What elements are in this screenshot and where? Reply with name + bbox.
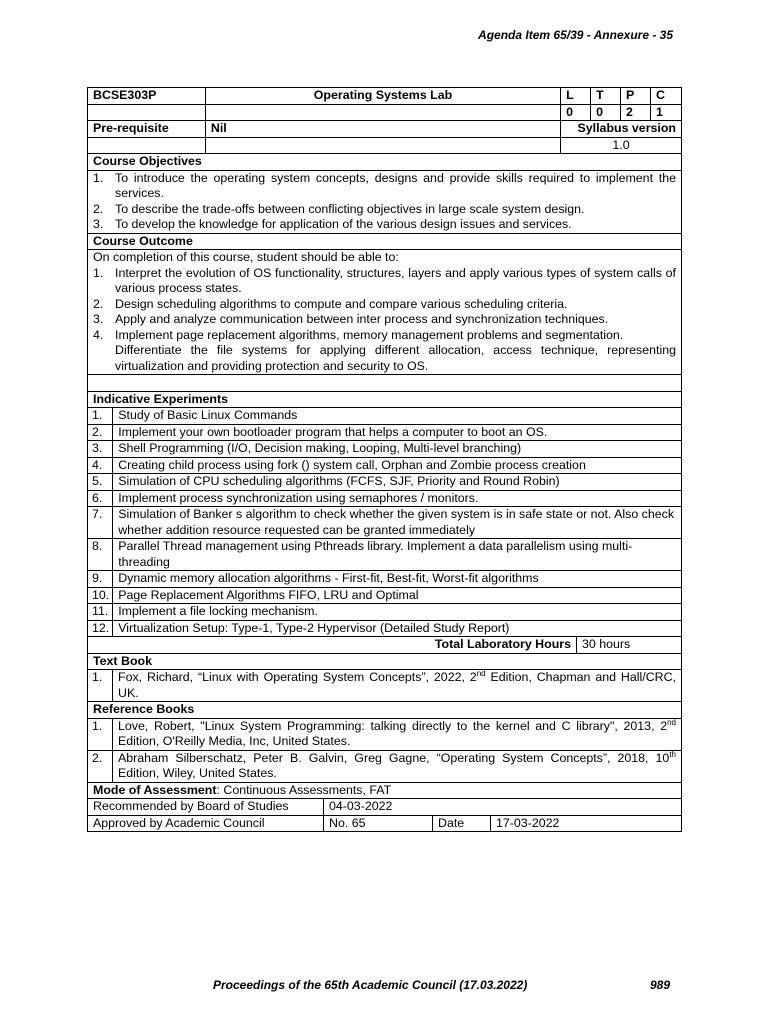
experiments-heading: Indicative Experiments xyxy=(88,391,682,408)
assessment-row xyxy=(88,782,682,799)
table-row: 4. Creating child process using fork () system call, Orphan and Zombie process creation xyxy=(88,457,682,474)
list-item: 3. To develop the knowledge for application of the various design issues and services. xyxy=(93,217,572,231)
ltpc-value-p: 2 xyxy=(621,104,651,121)
reference-entry: Abraham Silberschatz, Peter B. Galvin, Greg Gagne, “Operating System Concepts”, 2018, 10th Edition, Wiley, United States. xyxy=(113,750,682,782)
assessment-label: Mode of Assessment xyxy=(93,782,217,797)
ltpc-label-p: P xyxy=(621,88,651,105)
list-item: 2. To describe the trade-offs between conflicting objectives in large scale system design. xyxy=(93,201,585,216)
outcome-list xyxy=(88,250,682,375)
list-item: 1. To introduce the operating system concepts, designs and provide skills required to implement the services. xyxy=(93,170,676,200)
ltpc-value-l: 0 xyxy=(561,104,591,121)
page-number: 989 xyxy=(650,978,671,992)
approval-table xyxy=(87,798,682,832)
outcome-heading: Course Outcome xyxy=(88,233,682,250)
table-row xyxy=(88,799,682,816)
page-header: Agenda Item 65/39 - Annexure - 35 xyxy=(478,28,673,42)
list-item: 3. Apply and analyze communication between inter process and synchronization techniques. xyxy=(93,312,609,326)
textbook-heading: Text Book xyxy=(88,653,682,670)
syllabus-document xyxy=(87,87,682,832)
table-row: 11. Implement a file locking mechanism. xyxy=(88,604,682,621)
table-row: 1. Study of Basic Linux Commands xyxy=(88,408,682,425)
ltpc-label-c: C xyxy=(651,88,682,105)
prerequisite-value: Nil xyxy=(205,121,560,138)
outcome-intro: On completion of this course, student should be able to: xyxy=(93,250,399,264)
ltpc-value-t: 0 xyxy=(591,104,621,121)
outcome-extra: Differentiate the file systems for applying different allocation, access technique, representing virtualization and providing protection and security to OS. xyxy=(115,343,676,373)
experiments-table xyxy=(87,391,682,638)
bos-date: 04-03-2022 xyxy=(324,799,682,816)
table-row: 7. Simulation of Banker s algorithm to check whether the given system is in safe state or not. Also check whether addition resource requested can be granted immediately xyxy=(88,507,682,539)
list-item: 1. Interpret the evolution of OS functionality, structures, layers and apply various types of system calls of various process states. xyxy=(93,265,676,295)
assessment-value: : Continuous Assessments, FAT xyxy=(216,782,392,797)
ac-date-label: Date xyxy=(433,815,491,832)
list-item: 4. Implement page replacement algorithms, memory management problems and segmentation. xyxy=(93,327,624,342)
table-row: 2. Implement your own bootloader program that helps a computer to boot an OS. xyxy=(88,424,682,441)
ac-date: 17-03-2022 xyxy=(491,815,682,832)
total-hours-value: 30 hours xyxy=(577,637,682,654)
page-footer: Proceedings of the 65th Academic Council (17.03.2022) xyxy=(213,978,528,992)
syllabus-version-label: Syllabus version xyxy=(561,121,682,138)
textbook-entry: Fox, Richard, “Linux with Operating System Concepts”, 2022, 2nd Edition, Chapman and Hall/CRC, UK. xyxy=(113,670,682,702)
table-row: 1. Love, Robert, "Linux System Programming: talking directly to the kernel and C library", 2013, 2nd Edition, O'Reilly Media, Inc, United States. xyxy=(88,718,682,750)
table-row: 3. Shell Programming (I/O, Decision making, Looping, Multi-level branching) xyxy=(88,441,682,458)
syllabus-version-value: 1.0 xyxy=(561,137,682,154)
bos-label: Recommended by Board of Studies xyxy=(88,799,324,816)
reference-entry: Love, Robert, "Linux System Programming: talking directly to the kernel and C library", 2013, 2nd Edition, O'Reilly Media, Inc, United States. xyxy=(113,718,682,750)
table-row: 9. Dynamic memory allocation algorithms - First-fit, Best-fit, Worst-fit algorithms xyxy=(88,571,682,588)
table-row: 8. Parallel Thread management using Pthreads library. Implement a data parallelism using multi-threading xyxy=(88,539,682,571)
ltpc-value-c: 1 xyxy=(651,104,682,121)
table-row: 6. Implement process synchronization using semaphores / monitors. xyxy=(88,490,682,507)
list-item: 2. Design scheduling algorithms to compute and compare various scheduling criteria. xyxy=(93,296,568,311)
ltpc-label-l: L xyxy=(561,88,591,105)
ac-number: No. 65 xyxy=(324,815,433,832)
ac-label: Approved by Academic Council xyxy=(88,815,324,832)
table-row: 1. Fox, Richard, “Linux with Operating System Concepts”, 2022, 2nd Edition, Chapman and Hall/CRC, UK. xyxy=(88,670,682,702)
course-code: BCSE303P xyxy=(88,88,206,105)
table-row xyxy=(88,815,682,832)
table-row: 2. Abraham Silberschatz, Peter B. Galvin, Greg Gagne, “Operating System Concepts”, 2018, 10th Edition, Wiley, United States. xyxy=(88,750,682,782)
prerequisite-label: Pre-requisite xyxy=(88,121,206,138)
course-title: Operating Systems Lab xyxy=(205,88,560,105)
objectives-list xyxy=(88,170,682,233)
table-row: 5. Simulation of CPU scheduling algorithms (FCFS, SJF, Priority and Round Robin) xyxy=(88,474,682,491)
textbook-table xyxy=(87,653,682,800)
table-row: 12. Virtualization Setup: Type-1, Type-2 Hypervisor (Detailed Study Report) xyxy=(88,620,682,637)
syllabus-table xyxy=(87,87,682,392)
ltpc-label-t: T xyxy=(591,88,621,105)
references-heading: Reference Books xyxy=(88,702,682,719)
table-row: 10. Page Replacement Algorithms FIFO, LRU and Optimal xyxy=(88,587,682,604)
objectives-heading: Course Objectives xyxy=(88,154,682,171)
total-hours-table xyxy=(87,636,682,654)
total-hours-label: Total Laboratory Hours xyxy=(88,637,577,654)
